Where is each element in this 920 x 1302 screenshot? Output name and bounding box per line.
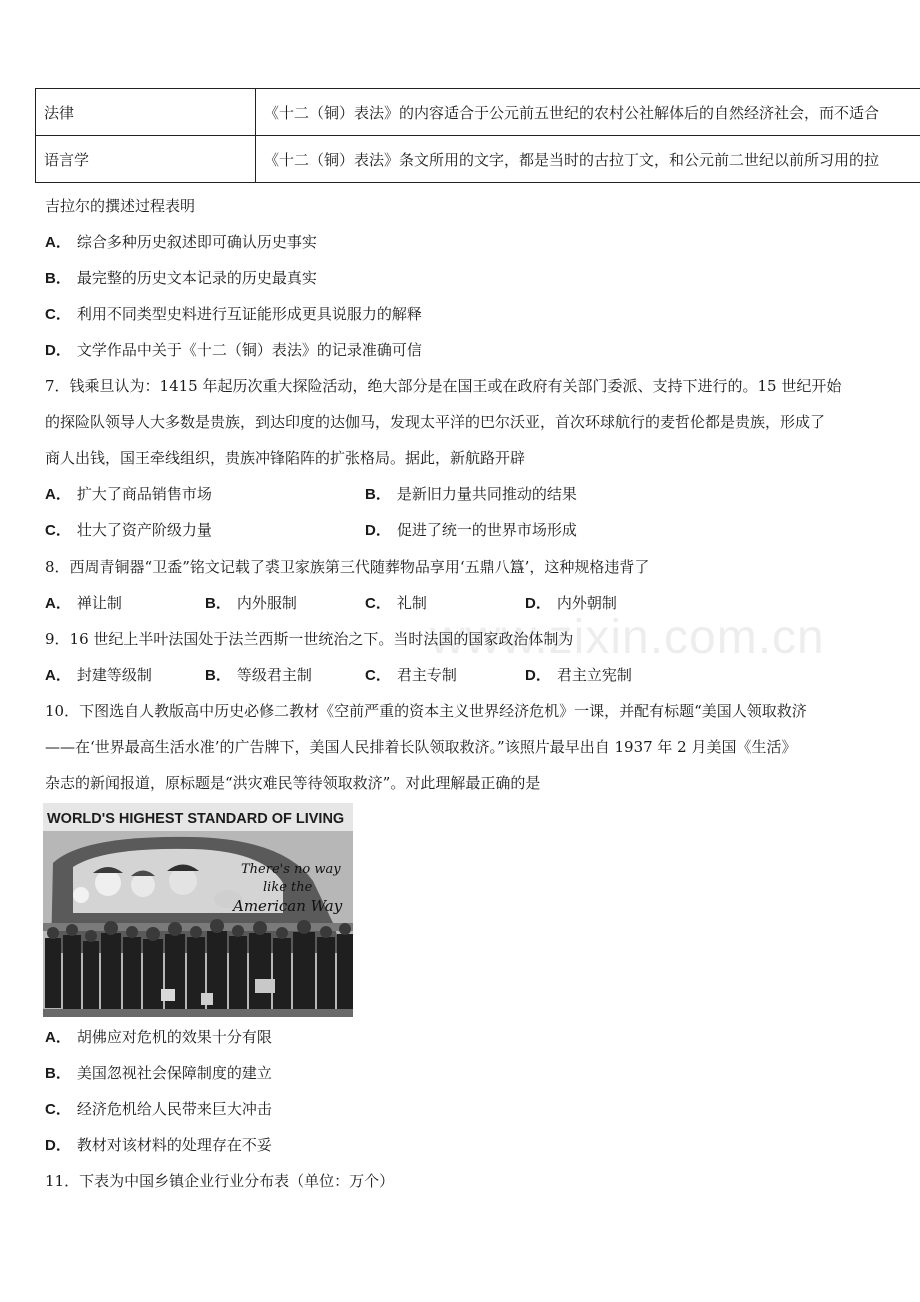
option-letter: D． — [525, 595, 551, 612]
option-letter: D． — [525, 667, 551, 684]
q7-stem-line-3: 商人出钱，国王牵线组织，贵族冲锋陷阵的扩张格局。据此，新航路开辟 — [45, 449, 526, 467]
table-row — [36, 89, 920, 136]
option-text: 壮大了资产阶级力量 — [76, 521, 212, 539]
option-letter: A． — [45, 667, 71, 684]
option-letter: C． — [45, 306, 71, 323]
q8-option-a[interactable] — [45, 593, 122, 614]
option-letter: A． — [45, 486, 71, 503]
q6-option-d[interactable] — [45, 340, 422, 361]
option-letter: B． — [45, 1065, 71, 1082]
option-text: 禅让制 — [76, 594, 122, 612]
table-cell-field: 法律 — [36, 89, 256, 136]
option-text: 促进了统一的世界市场形成 — [396, 521, 577, 539]
q7-option-d[interactable] — [365, 520, 577, 541]
q8-option-b[interactable] — [205, 593, 297, 614]
q7-option-c[interactable] — [45, 520, 212, 541]
q10-option-c[interactable] — [45, 1099, 272, 1120]
option-letter: D． — [45, 342, 71, 359]
q10-option-a[interactable] — [45, 1027, 272, 1048]
option-text: 礼制 — [396, 594, 427, 612]
billboard-banner: WORLD'S HIGHEST STANDARD OF LIVING — [47, 811, 345, 827]
option-text: 扩大了商品销售市场 — [76, 485, 212, 503]
q9-option-d[interactable] — [525, 665, 632, 686]
q6-option-c[interactable] — [45, 304, 422, 325]
option-letter: D． — [365, 522, 391, 539]
table-row — [36, 136, 920, 183]
billboard-slogan-line-2: like the — [263, 880, 313, 895]
q10-option-b[interactable] — [45, 1063, 272, 1084]
option-text: 君主专制 — [396, 666, 457, 684]
table-cell-field: 语言学 — [36, 136, 256, 183]
option-text: 内外朝制 — [556, 594, 617, 612]
billboard-slogan-line-1: There's no way — [241, 862, 341, 877]
option-text: 封建等级制 — [76, 666, 152, 684]
q7-stem-line-2: 的探险队领导人大多数是贵族，到达印度的达伽马，发现太平洋的巴尔沃亚，首次环球航行的麦哲伦都是贵族，形成了 — [45, 413, 826, 431]
option-text: 最完整的历史文本记录的历史最真实 — [76, 269, 317, 287]
q9-option-c[interactable] — [365, 665, 457, 686]
option-letter: C． — [365, 667, 391, 684]
option-text: 利用不同类型史料进行互证能形成更具说服力的解释 — [76, 305, 422, 323]
q9-option-b[interactable] — [205, 665, 312, 686]
option-text: 经济危机给人民带来巨大冲击 — [76, 1100, 272, 1118]
option-text: 等级君主制 — [236, 666, 312, 684]
table-cell-content: 《十二（铜）表法》的内容适合于公元前五世纪的农村公社解体后的自然经济社会，而不适合 — [256, 89, 920, 136]
breadline-photo-svg — [43, 803, 353, 1017]
table-cell-content: 《十二（铜）表法》条文所用的文字，都是当时的古拉丁文，和公元前二世纪以前所习用的拉 — [256, 136, 920, 183]
q6-option-b[interactable] — [45, 268, 317, 289]
q6-stem-tail: 吉拉尔的撰述过程表明 — [45, 197, 196, 215]
option-text: 综合多种历史叙述即可确认历史事实 — [76, 233, 317, 251]
option-letter: A． — [45, 1029, 71, 1046]
q7-option-a[interactable] — [45, 484, 212, 505]
law-language-table — [35, 88, 920, 183]
q7-stem-line-1: 7．钱乘旦认为：1415 年起历次重大探险活动，绝大部分是在国王或在政府有关部门委派、支持下进行的。15 世纪开始 — [45, 377, 842, 395]
option-letter: B． — [205, 595, 231, 612]
option-letter: B． — [45, 270, 71, 287]
option-letter: C． — [45, 1101, 71, 1118]
q7-option-b[interactable] — [365, 484, 577, 505]
q10-stem-line-3: 杂志的新闻报道，原标题是“洪灾难民等待领取救济”。对此理解最正确的是 — [45, 774, 541, 792]
q11-stem: 11．下表为中国乡镇企业行业分布表（单位：万个） — [45, 1172, 395, 1190]
option-letter: B． — [205, 667, 231, 684]
q10-stem-line-2: ——在‘世界最高生活水准’的广告牌下，美国人民排着长队领取救济。”该照片最早出自 1937 年 2 月美国《生活》 — [45, 738, 797, 756]
option-letter: C． — [45, 522, 71, 539]
watermark: www.zixin.com.cn — [430, 611, 825, 664]
q9-option-a[interactable] — [45, 665, 152, 686]
option-letter: A． — [45, 595, 71, 612]
billboard-slogan-line-3: American Way — [233, 897, 343, 915]
option-text: 君主立宪制 — [556, 666, 632, 684]
q10-stem-line-1: 10．下图选自人教版高中历史必修二教材《空前严重的资本主义世界经济危机》一课，并配有标题“美国人领取救济 — [45, 702, 807, 720]
option-letter: A． — [45, 234, 71, 251]
option-text: 教材对该材料的处理存在不妥 — [76, 1136, 272, 1154]
option-text: 内外服制 — [236, 594, 297, 612]
option-text: 是新旧力量共同推动的结果 — [396, 485, 577, 503]
breadline-photo — [43, 803, 353, 1017]
option-text: 美国忽视社会保障制度的建立 — [76, 1064, 272, 1082]
option-letter: C． — [365, 595, 391, 612]
q9-stem: 9．16 世纪上半叶法国处于法兰西斯一世统治之下。当时法国的国家政治体制为 — [45, 630, 574, 648]
option-text: 文学作品中关于《十二（铜）表法》的记录准确可信 — [76, 341, 422, 359]
q8-stem: 8．西周青铜器“卫盉”铭文记载了裘卫家族第三代随葬物品享用‘五鼎八簋’，这种规格违背了 — [45, 558, 650, 576]
option-letter: B． — [365, 486, 391, 503]
q10-option-d[interactable] — [45, 1135, 272, 1156]
q8-option-c[interactable] — [365, 593, 427, 614]
q6-option-a[interactable] — [45, 232, 317, 253]
option-text: 胡佛应对危机的效果十分有限 — [76, 1028, 272, 1046]
option-letter: D． — [45, 1137, 71, 1154]
